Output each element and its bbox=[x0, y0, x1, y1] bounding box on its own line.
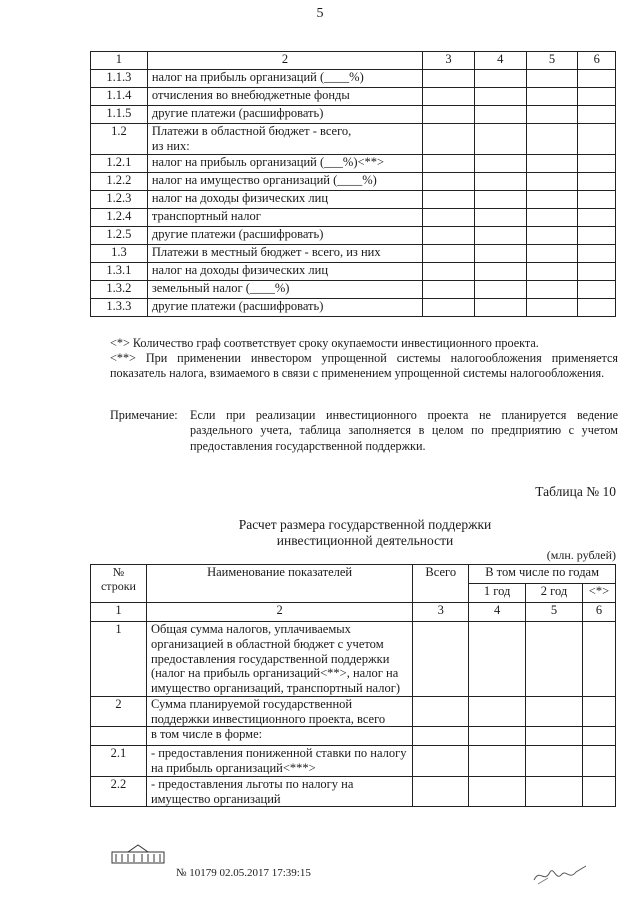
value-cell bbox=[526, 88, 578, 106]
value-cell bbox=[413, 776, 469, 807]
table-row bbox=[91, 154, 616, 172]
value-cell bbox=[423, 208, 475, 226]
value-cell bbox=[526, 226, 578, 244]
row-number-cell bbox=[91, 727, 147, 746]
value-cell bbox=[582, 696, 615, 727]
state-support-table bbox=[90, 564, 616, 807]
row-name-cell: Платежи в местный бюджет - всего, из них bbox=[147, 244, 422, 262]
value-cell bbox=[526, 154, 578, 172]
footnote-star: <*> Количество граф соответствует сроку окупаемости инвестиционного проекта. bbox=[110, 336, 539, 350]
value-cell bbox=[474, 106, 526, 124]
row-name-cell: - предоставления пониженной ставки по налогу на прибыль организаций<***> bbox=[146, 746, 412, 777]
value-cell bbox=[474, 226, 526, 244]
value-cell bbox=[526, 696, 583, 727]
value-cell bbox=[578, 70, 616, 88]
col-number: 1 bbox=[91, 603, 147, 622]
table-header-row bbox=[91, 52, 616, 70]
value-cell bbox=[526, 190, 578, 208]
row-name-cell: Общая сумма налогов, уплачиваемых организацией в областной бюджет с учетом предоставления государственной поддержки (налог на прибыль организаций<**>, налог на имущество организаций, транспортный налог) bbox=[146, 622, 412, 697]
header-name: Наименование показателей bbox=[146, 565, 412, 603]
row-number-cell: 1.1.3 bbox=[91, 70, 148, 88]
table-row bbox=[91, 190, 616, 208]
table-row bbox=[91, 208, 616, 226]
table-row bbox=[91, 88, 616, 106]
header-cell: 4 bbox=[474, 52, 526, 70]
table-row bbox=[91, 280, 616, 298]
row-name-cell: в том числе в форме: bbox=[146, 727, 412, 746]
value-cell bbox=[526, 776, 583, 807]
value-cell bbox=[423, 244, 475, 262]
note-text: Если при реализации инвестиционного проекта не планируется ведение раздельного учета, таблица заполняется в целом по предприятию с учетом предоставления государственной поддержки. bbox=[190, 408, 618, 453]
row-number-cell: 1.3.3 bbox=[91, 298, 148, 316]
row-name-cell: земельный налог (____%) bbox=[147, 280, 422, 298]
value-cell bbox=[413, 622, 469, 697]
value-cell bbox=[582, 622, 615, 697]
row-number-cell: 1.2.4 bbox=[91, 208, 148, 226]
value-cell bbox=[423, 226, 475, 244]
table-row bbox=[91, 172, 616, 190]
value-cell bbox=[474, 298, 526, 316]
table-row bbox=[91, 746, 616, 777]
table-row bbox=[91, 226, 616, 244]
value-cell bbox=[469, 727, 526, 746]
value-cell bbox=[578, 154, 616, 172]
value-cell bbox=[526, 244, 578, 262]
value-cell bbox=[526, 106, 578, 124]
row-number-cell: 1 bbox=[91, 622, 147, 697]
row-name-cell: отчисления во внебюджетные фонды bbox=[147, 88, 422, 106]
value-cell bbox=[423, 124, 475, 155]
value-cell bbox=[474, 172, 526, 190]
column-numbers-row bbox=[91, 603, 616, 622]
col-number: 5 bbox=[526, 603, 583, 622]
row-number-cell: 2.2 bbox=[91, 776, 147, 807]
value-cell bbox=[423, 298, 475, 316]
value-cell bbox=[578, 208, 616, 226]
value-cell bbox=[469, 696, 526, 727]
col-number: 4 bbox=[469, 603, 526, 622]
tax-payments-table bbox=[90, 51, 616, 317]
table-row bbox=[91, 262, 616, 280]
table-row bbox=[91, 622, 616, 697]
value-cell bbox=[423, 280, 475, 298]
value-cell bbox=[526, 172, 578, 190]
header-total: Всего bbox=[413, 565, 469, 603]
table-number-label: Таблица № 10 bbox=[535, 484, 616, 499]
value-cell bbox=[469, 776, 526, 807]
row-name-cell: налог на прибыль организаций (____%) bbox=[147, 70, 422, 88]
header-cell: 3 bbox=[423, 52, 475, 70]
header-cell: 2 bbox=[147, 52, 422, 70]
value-cell bbox=[474, 280, 526, 298]
value-cell bbox=[578, 172, 616, 190]
row-number-cell: 1.2.3 bbox=[91, 190, 148, 208]
units-label: (млн. рублей) bbox=[546, 548, 616, 562]
value-cell bbox=[578, 190, 616, 208]
value-cell bbox=[423, 88, 475, 106]
col-number: 6 bbox=[582, 603, 615, 622]
row-number-cell: 1.1.5 bbox=[91, 106, 148, 124]
header-cell: 5 bbox=[526, 52, 578, 70]
row-number-cell: 1.2.5 bbox=[91, 226, 148, 244]
col-number: 3 bbox=[413, 603, 469, 622]
header-year-more: <*> bbox=[582, 584, 615, 603]
table-row bbox=[91, 106, 616, 124]
table-row bbox=[91, 124, 616, 155]
value-cell bbox=[469, 746, 526, 777]
row-number-cell: 1.2 bbox=[91, 124, 148, 155]
row-number-cell: 2.1 bbox=[91, 746, 147, 777]
value-cell bbox=[413, 727, 469, 746]
value-cell bbox=[582, 776, 615, 807]
value-cell bbox=[526, 124, 578, 155]
value-cell bbox=[474, 262, 526, 280]
value-cell bbox=[578, 298, 616, 316]
value-cell bbox=[578, 124, 616, 155]
value-cell bbox=[582, 746, 615, 777]
value-cell bbox=[578, 88, 616, 106]
value-cell bbox=[474, 70, 526, 88]
value-cell bbox=[474, 88, 526, 106]
header-by-years: В том числе по годам bbox=[469, 565, 616, 584]
value-cell bbox=[578, 226, 616, 244]
row-name-cell: транспортный налог bbox=[147, 208, 422, 226]
value-cell bbox=[526, 208, 578, 226]
handwritten-signature bbox=[530, 858, 590, 888]
header-cell: 1 bbox=[91, 52, 148, 70]
value-cell bbox=[526, 280, 578, 298]
value-cell bbox=[578, 106, 616, 124]
table-title-line2: инвестиционной деятельности bbox=[276, 533, 454, 548]
value-cell bbox=[526, 727, 583, 746]
row-name-cell: другие платежи (расшифровать) bbox=[147, 226, 422, 244]
table-row bbox=[91, 727, 616, 746]
row-name-cell: налог на прибыль организаций (___%)<**> bbox=[147, 154, 422, 172]
note-label: Примечание: bbox=[110, 408, 178, 422]
table-row bbox=[91, 696, 616, 727]
building-emblem-icon bbox=[110, 842, 166, 866]
value-cell bbox=[526, 622, 583, 697]
row-name-cell: налог на доходы физических лиц bbox=[147, 262, 422, 280]
row-name-cell: налог на имущество организаций (____%) bbox=[147, 172, 422, 190]
row-number-cell: 2 bbox=[91, 696, 147, 727]
row-name-cell: Платежи в областной бюджет - всего, из них: bbox=[147, 124, 422, 155]
table-body bbox=[91, 622, 616, 807]
row-name-cell: другие платежи (расшифровать) bbox=[147, 298, 422, 316]
value-cell bbox=[469, 622, 526, 697]
value-cell bbox=[423, 172, 475, 190]
table-row bbox=[91, 244, 616, 262]
row-name-cell: другие платежи (расшифровать) bbox=[147, 106, 422, 124]
value-cell bbox=[578, 280, 616, 298]
value-cell bbox=[526, 746, 583, 777]
value-cell bbox=[423, 154, 475, 172]
table-title-line1: Расчет размера государственной поддержки bbox=[238, 517, 492, 532]
value-cell bbox=[526, 70, 578, 88]
table-header-row bbox=[91, 565, 616, 584]
value-cell bbox=[474, 244, 526, 262]
value-cell bbox=[423, 190, 475, 208]
header-year2: 2 год bbox=[526, 584, 583, 603]
value-cell bbox=[423, 262, 475, 280]
row-name-cell: налог на доходы физических лиц bbox=[147, 190, 422, 208]
value-cell bbox=[474, 124, 526, 155]
header-row-no: № строки bbox=[91, 565, 147, 603]
row-name-cell: - предоставления льготы по налогу на имущество организаций bbox=[146, 776, 412, 807]
value-cell bbox=[413, 696, 469, 727]
value-cell bbox=[474, 208, 526, 226]
value-cell bbox=[526, 298, 578, 316]
header-year1: 1 год bbox=[469, 584, 526, 603]
row-name-cell: Сумма планируемой государственной поддержки инвестиционного проекта, всего bbox=[146, 696, 412, 727]
row-number-cell: 1.3.2 bbox=[91, 280, 148, 298]
value-cell bbox=[474, 190, 526, 208]
row-number-cell: 1.2.2 bbox=[91, 172, 148, 190]
value-cell bbox=[526, 262, 578, 280]
row-number-cell: 1.1.4 bbox=[91, 88, 148, 106]
table-body bbox=[91, 70, 616, 317]
table-row bbox=[91, 70, 616, 88]
header-cell: 6 bbox=[578, 52, 616, 70]
footnote-double-star: <**> При применении инвестором упрощенной системы налогообложения применяется показатель налога, взимаемого в связи с применением упрощенной системы налогообложения. bbox=[110, 351, 618, 381]
value-cell bbox=[582, 727, 615, 746]
page-number: 5 bbox=[316, 6, 324, 21]
table-row bbox=[91, 298, 616, 316]
value-cell bbox=[578, 262, 616, 280]
row-number-cell: 1.2.1 bbox=[91, 154, 148, 172]
value-cell bbox=[423, 70, 475, 88]
document-reference: № 10179 02.05.2017 17:39:15 bbox=[176, 867, 311, 879]
value-cell bbox=[413, 746, 469, 777]
value-cell bbox=[474, 154, 526, 172]
col-number: 2 bbox=[146, 603, 412, 622]
row-number-cell: 1.3.1 bbox=[91, 262, 148, 280]
value-cell bbox=[578, 244, 616, 262]
row-number-cell: 1.3 bbox=[91, 244, 148, 262]
value-cell bbox=[423, 106, 475, 124]
table-row bbox=[91, 776, 616, 807]
